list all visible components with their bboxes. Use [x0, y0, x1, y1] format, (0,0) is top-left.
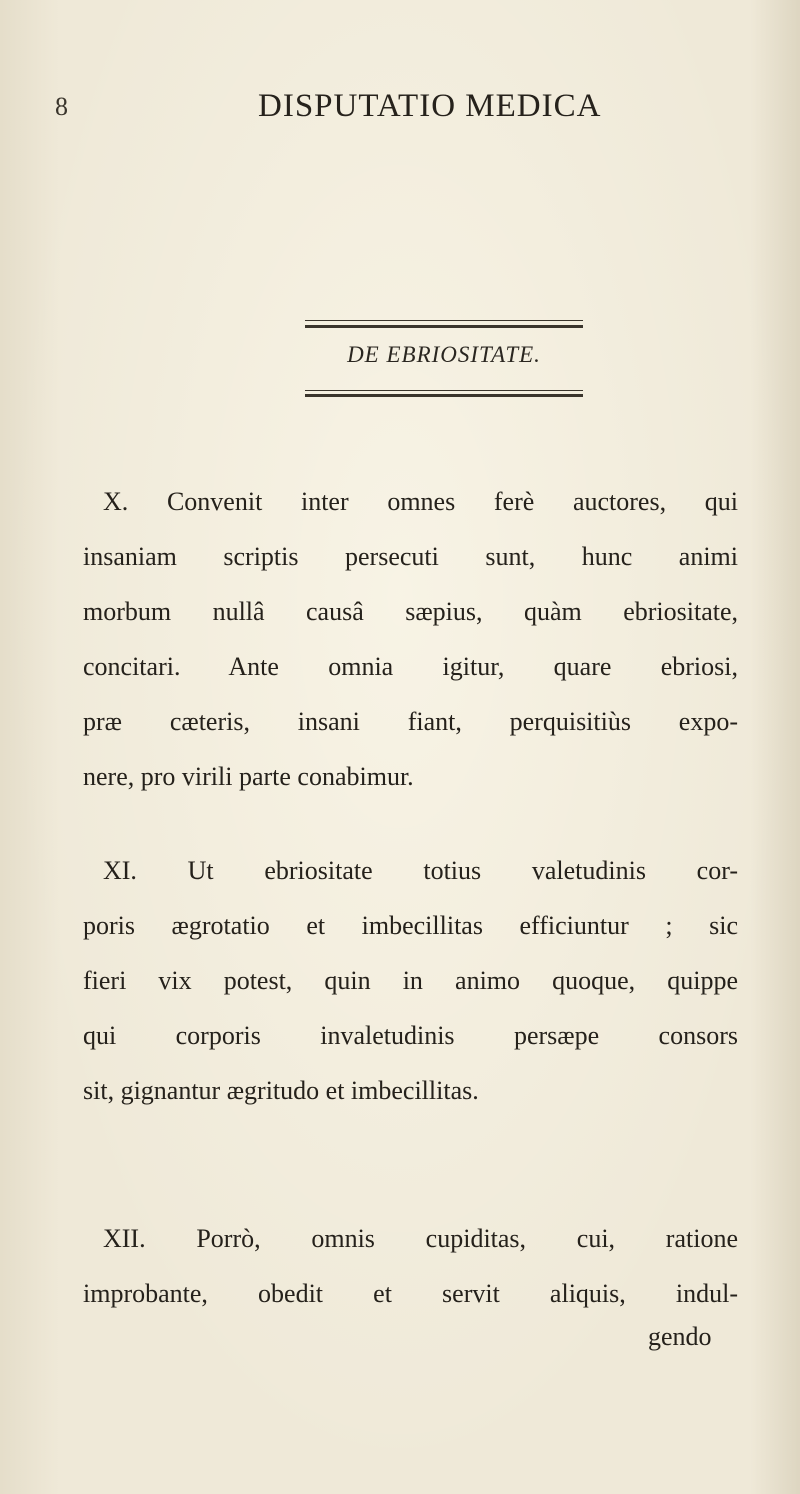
text-line: nere, pro virili parte conabimur.: [83, 762, 414, 791]
bottom-thick-rule: [305, 394, 583, 397]
section-title: DE EBRIOSITATE.: [347, 342, 541, 367]
text-line: poris ægrotatio et imbecillitas efficiuntur ; sic: [83, 911, 738, 940]
paragraph-xii: [83, 1211, 738, 1321]
page-number: 8: [55, 92, 68, 121]
top-thin-rule: [305, 320, 583, 321]
catchword: gendo: [648, 1322, 712, 1351]
running-title: DISPUTATIO MEDICA: [258, 88, 602, 124]
text-line: morbum nullâ causâ sæpius, quàm ebriositate,: [83, 597, 738, 626]
paragraph-x: [83, 474, 738, 804]
page-header: [0, 88, 800, 138]
text-line: X. Convenit inter omnes ferè auctores, qui: [103, 487, 738, 516]
text-line: XI. Ut ebriositate totius valetudinis cor-: [103, 856, 738, 885]
text-line: XII. Porrò, omnis cupiditas, cui, ratione: [103, 1224, 738, 1253]
bottom-thin-rule: [305, 390, 583, 391]
section-heading: [305, 312, 583, 398]
text-line: insaniam scriptis persecuti sunt, hunc animi: [83, 542, 738, 571]
paragraph-xi: [83, 843, 738, 1118]
text-line: fieri vix potest, quin in animo quoque, quippe: [83, 966, 738, 995]
text-line: sit, gignantur ægritudo et imbecillitas.: [83, 1076, 479, 1105]
text-line: improbante, obedit et servit aliquis, indul-: [83, 1279, 738, 1308]
text-line: præ cæteris, insani fiant, perquisitiùs expo-: [83, 707, 738, 736]
top-thick-rule: [305, 325, 583, 328]
text-line: qui corporis invaletudinis persæpe consors: [83, 1021, 738, 1050]
text-line: concitari. Ante omnia igitur, quare ebriosi,: [83, 652, 738, 681]
